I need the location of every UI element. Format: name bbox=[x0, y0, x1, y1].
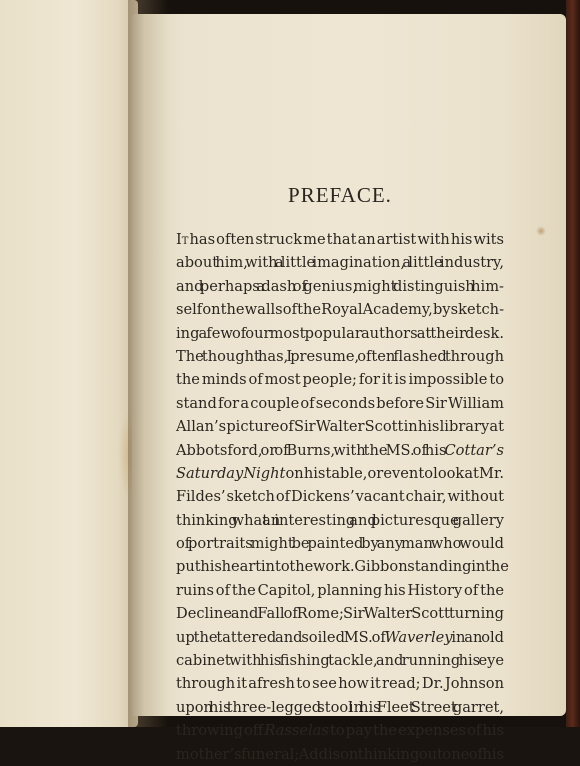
text-line bbox=[176, 743, 504, 766]
left-page bbox=[0, 0, 138, 727]
text-segment: put his heart into the work. Gibbon standing in the bbox=[176, 558, 509, 576]
text-line bbox=[176, 626, 504, 649]
text-line bbox=[176, 368, 504, 391]
text-line bbox=[176, 672, 504, 695]
text-segment: It bbox=[176, 231, 189, 248]
text-line bbox=[176, 485, 504, 508]
text-segment: Allan’s picture of Sir Walter Scott in his library at bbox=[176, 418, 504, 436]
text-segment: throwing off bbox=[176, 722, 265, 740]
text-segment: has often struck me that an artist with his wits bbox=[188, 231, 504, 248]
text-line bbox=[176, 322, 504, 345]
text-segment: about him, with a little imagination, a little industry, bbox=[176, 254, 504, 272]
text-line bbox=[176, 649, 504, 672]
text-line bbox=[176, 462, 504, 485]
text-segment: ing a few of our most popular authors at their desk. bbox=[176, 324, 504, 342]
text-line bbox=[176, 509, 504, 532]
text-line bbox=[176, 532, 504, 555]
text-segment: Fildes’ sketch of Dickens’ vacant chair, without bbox=[176, 488, 504, 506]
text-segment: thinking what an interesting and picturesque gallery bbox=[176, 511, 504, 529]
text-segment: mother’s funeral; Addison thinking out one of his bbox=[176, 745, 504, 763]
text-line bbox=[176, 415, 504, 438]
book-cover-edge bbox=[566, 0, 580, 727]
preface-text bbox=[176, 228, 509, 766]
text-segment: ruins of the Capitol, planning his History of the bbox=[176, 581, 504, 599]
text-line bbox=[176, 251, 504, 274]
text-segment: the minds of most people; for it is impossible to bbox=[176, 371, 504, 389]
text-line bbox=[176, 275, 504, 298]
foxing-spot bbox=[536, 226, 546, 236]
text-line bbox=[176, 602, 504, 625]
page-title: PREFACE. bbox=[288, 183, 392, 207]
text-segment: up the tattered and soiled MS. of bbox=[176, 628, 385, 646]
text-segment: of portraits might be painted by any man who would bbox=[176, 535, 504, 553]
text-line bbox=[176, 228, 504, 251]
italic-text: Saturday Night bbox=[176, 464, 286, 482]
text-line bbox=[176, 345, 504, 368]
italic-text: Rasselas bbox=[264, 722, 329, 740]
page-gutter-shadow bbox=[128, 0, 168, 727]
italic-text: Cottar’s bbox=[444, 441, 504, 459]
italic-text: Waverley bbox=[384, 628, 453, 646]
text-segment: cabinet with his fishing tackle, and running his eye bbox=[176, 652, 504, 670]
text-line bbox=[176, 298, 504, 321]
text-segment: The thought has, I presume, often flashed through bbox=[176, 347, 504, 365]
text-segment: and perhaps a dash of genius, might distinguish him- bbox=[176, 277, 504, 295]
text-segment: Decline and Fall of Rome; Sir Walter Scott turning bbox=[176, 605, 504, 623]
text-line bbox=[176, 439, 504, 462]
text-line bbox=[176, 555, 509, 578]
text-segment: Abbotsford, or of Burns, with the MS. of his bbox=[176, 441, 445, 459]
text-segment: self on the walls of the Royal Academy, by sketch- bbox=[176, 301, 504, 319]
text-segment: to pay the expenses of his bbox=[328, 722, 504, 740]
text-line bbox=[176, 719, 504, 742]
text-segment: stand for a couple of seconds before Sir William bbox=[176, 394, 504, 412]
text-segment: on his table, or even to look at Mr. bbox=[285, 464, 504, 482]
text-line bbox=[176, 579, 504, 602]
text-segment: upon his three-legged stool in his Fleet Street garret, bbox=[176, 698, 504, 716]
text-segment: through it afresh to see how it read; Dr. Johnson bbox=[176, 675, 504, 693]
text-line bbox=[176, 696, 504, 719]
text-segment: in an old bbox=[452, 628, 504, 646]
text-line bbox=[176, 392, 504, 415]
